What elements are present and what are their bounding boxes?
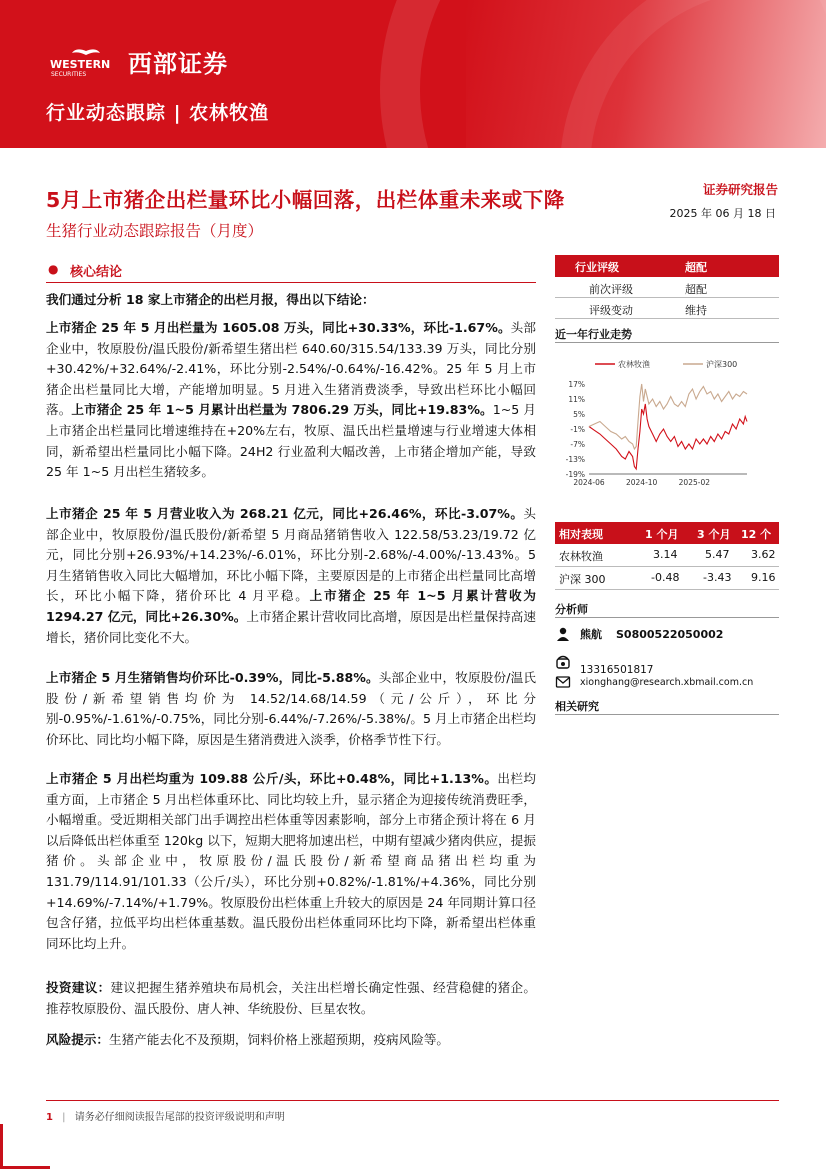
legend-label-agri: 农林牧渔 bbox=[618, 360, 650, 369]
x-tick-label: 2025-02 bbox=[678, 478, 711, 487]
series-line-agri bbox=[589, 404, 747, 469]
banner-title: 行业动态跟踪 | 农林牧渔 bbox=[46, 102, 270, 124]
p2-text-1: 头部企业中，牧原股份/温氏股份/新希望 5 月商品猪销售收入 122.58/53.23/19.72 亿元，同比分别+26.93%/+14.23%/-6.01%，环比分别-2.68%/-4.00%/-13.43%。5 月生猪销售收入同比大幅增加，环比小幅下降，主要原因是的上市猪企出栏量同比高增长，环比小幅下降，猪价环比 4 月平稳。 bbox=[46, 506, 536, 604]
section-heading bbox=[46, 258, 536, 283]
analyst-email[interactable]: xionghang@research.xbmail.com.cn bbox=[580, 676, 754, 688]
x-tick-label: 2024-10 bbox=[625, 478, 658, 487]
trend-divider bbox=[555, 342, 779, 343]
perf-cell-3m: 5.47 bbox=[705, 548, 730, 561]
analyst-heading: 分析师 bbox=[555, 603, 588, 616]
p2-bold-1: 上市猪企 25 年 5 月营业收入为 268.21 亿元，同比+26.46%，环比-3.07%。 bbox=[46, 506, 524, 521]
rating-row-value: 维持 bbox=[685, 304, 707, 317]
footer-disclaimer: 请务必仔细阅读报告尾部的投资评级说明和声明 bbox=[74, 1112, 285, 1123]
related-divider bbox=[555, 714, 779, 715]
perf-header-col1: 1 个月 bbox=[645, 528, 679, 541]
y-tick-label: -7% bbox=[570, 440, 585, 449]
p5-text: 建议把握生猪养殖块布局机会，关注出栏增长确定性强、经营稳健的猪企。推荐牧原股份、温氏股份、唐人神、华统股份、巨星农牧。 bbox=[46, 980, 537, 1016]
trend-title: 近一年行业走势 bbox=[555, 328, 632, 341]
perf-header-col3: 12 个月 bbox=[741, 528, 772, 557]
paragraph-weight bbox=[46, 769, 536, 954]
analyst-phone-row bbox=[555, 648, 654, 676]
rating-row-label: 评级变动 bbox=[589, 304, 633, 317]
western-securities-logo-icon bbox=[50, 47, 122, 77]
rating-row bbox=[555, 277, 779, 298]
perf-cell-12m: 9.16 bbox=[751, 571, 776, 584]
series-line-hs300 bbox=[589, 384, 747, 449]
p6-text: 生猪产能去化不及预期，饲料价格上涨超预期，疫病风险等。 bbox=[108, 1032, 449, 1047]
paragraph-investment bbox=[46, 978, 536, 1019]
perf-header-col0: 相对表现 bbox=[559, 528, 603, 541]
footer: 1 | 请务必仔细阅读报告尾部的投资评级说明和声明 bbox=[46, 1112, 285, 1123]
analyst-phone: 13316501817 bbox=[580, 664, 654, 676]
p3-text-1: 头部企业中，牧原股份/温氏股份/新希望销售均价为 14.52/14.68/14.59（元/公斤），环比分别-0.95%/-1.61%/-0.75%，同比分别-6.44%/-7.26%/-5.38%/。5 月上市猪企出栏均价环比、同比均小幅下降，原因是生猪消费进入淡季，价格季节性下行。 bbox=[46, 670, 536, 747]
y-tick-label: 17% bbox=[568, 380, 585, 389]
perf-row bbox=[555, 544, 779, 567]
perf-cell-1m: 3.14 bbox=[653, 548, 678, 561]
report-date: 2025 年 06 月 18 日 bbox=[669, 207, 776, 220]
analyst-name: 熊航 bbox=[580, 628, 602, 641]
analyst-cert: S0800522050002 bbox=[616, 627, 724, 641]
page-number: 1 bbox=[46, 1112, 53, 1123]
section-heading-text: 核心结论 bbox=[70, 265, 123, 280]
chart-legend bbox=[595, 359, 737, 369]
p1-bold-2: 上市猪企 25 年 1~5 月累计出栏量为 7806.29 万头，同比+19.83%。 bbox=[71, 402, 493, 418]
p2-bold-2: 上市猪企 25 年 1~5 月累计营收为 1294.27 亿元，同比+26.30%。 bbox=[46, 588, 536, 624]
header-banner bbox=[0, 0, 826, 148]
report-subtitle: 生猪行业动态跟踪报告（月度） bbox=[46, 222, 264, 240]
performance-table bbox=[555, 522, 779, 590]
core-conclusion-section bbox=[46, 258, 536, 283]
perf-row bbox=[555, 567, 779, 590]
intro-paragraph: 我们通过分析 18 家上市猪企的出栏月报，得出以下结论： bbox=[46, 292, 375, 307]
y-tick-label: 5% bbox=[573, 410, 585, 419]
rating-row-label: 前次评级 bbox=[589, 283, 633, 296]
analyst-email-row bbox=[555, 674, 753, 690]
p3-bold-1: 上市猪企 5 月生猪销售均价环比-0.39%，同比-5.88%。 bbox=[46, 670, 379, 685]
corner-mark bbox=[0, 1124, 3, 1169]
bullet-icon: ● bbox=[48, 262, 59, 276]
paragraph-output bbox=[46, 318, 536, 483]
perf-cell-name: 农林牧渔 bbox=[559, 550, 603, 563]
p4-text-1: 出栏均重方面，上市猪企 5 月出栏体重环比、同比均较上升，显示猪企为迎接传统消费旺季，小幅增重。受近期相关部门出手调控出栏体重等因素影响，部分上市猪企预计将在 6 月以后降低出栏体重至 120kg 以下，短期大肥将加速出栏，中期有望减少猪肉供应，提振猪价。头部企业中，牧原股份/温氏股份/新希望商品猪出栏均重为 131.79/114.91/101.33（公斤/头），环比分别+0.82%/-1.81%/+4.36%，同比分别+14.69%/-7.14%/+1.79%。牧原股份出栏体重上升较大的原因是 24 年同期计算口径包含仔猪，拉低平均出栏体重基数。温氏股份出栏体重同环比均下降，新希望出栏体重同环比均上升。 bbox=[46, 771, 537, 951]
y-tick-label: -19% bbox=[565, 470, 585, 479]
p1-text-1: 头部企业中，牧原股份/温氏股份/新希望生猪出栏 640.60/315.54/133.39 万头，同比分别+30.42%/+32.64%/-2.41%，环比分别-2.54%/-0.64%/-16.42%。25 年 5 月上市猪企出栏量同比大增，产能增加明显。5 月进入生猪消费淡季，导致出栏环比小幅回落。 bbox=[46, 320, 536, 418]
perf-header-col2: 3 个月 bbox=[697, 528, 731, 541]
rating-header-label: 行业评级 bbox=[575, 261, 619, 274]
p4-bold-1: 上市猪企 5 月出栏均重为 109.88 公斤/头，环比+0.48%，同比+1.13%。 bbox=[46, 771, 498, 786]
perf-cell-name: 沪深 300 bbox=[559, 573, 606, 586]
analyst-name-row bbox=[555, 626, 723, 642]
logo-en-text: WESTERN bbox=[50, 57, 111, 71]
perf-cell-1m: -0.48 bbox=[651, 571, 680, 584]
paragraph-revenue bbox=[46, 504, 536, 648]
perf-cell-12m: 3.62 bbox=[751, 548, 776, 561]
rating-row bbox=[555, 298, 779, 319]
legend-label-hs300: 沪深300 bbox=[706, 360, 738, 369]
logo-cn-text: 西部证券 bbox=[128, 50, 228, 78]
related-heading: 相关研究 bbox=[555, 700, 599, 713]
p2-text-2: 上市猪企累计营收同比高增，原因是出栏量保持高速增长，猪价同比变化不大。 bbox=[46, 608, 536, 645]
company-logo bbox=[50, 44, 228, 79]
rating-row-value: 超配 bbox=[685, 283, 707, 296]
y-tick-label: 11% bbox=[568, 395, 585, 404]
trend-chart bbox=[555, 350, 779, 496]
p1-text-2: 1~5 月上市猪企出栏量同比增速维持在+20%左右，牧原、温氏出栏量增速与行业增速大体相同，新希望出栏量同比小幅下降。24H2 行业盈利大幅改善，上市猪企增加产能，导致 25 年 1~5 月出栏生猪较多。 bbox=[46, 402, 537, 480]
email-icon bbox=[555, 674, 571, 690]
paragraph-risk bbox=[46, 1030, 536, 1051]
logo-en-sub-text: SECURITIES bbox=[51, 70, 87, 77]
rating-table bbox=[555, 255, 779, 319]
footer-rule bbox=[46, 1100, 779, 1101]
p6-bold: 风险提示： bbox=[46, 1032, 109, 1047]
y-tick-label: -1% bbox=[570, 425, 585, 434]
paragraph-price bbox=[46, 668, 536, 750]
y-tick-label: -13% bbox=[565, 455, 585, 464]
rating-header-value: 超配 bbox=[685, 261, 707, 274]
phone-icon bbox=[555, 654, 571, 670]
perf-cell-3m: -3.43 bbox=[703, 571, 732, 584]
x-tick-label: 2024-06 bbox=[573, 478, 605, 487]
p1-bold-1: 上市猪企 25 年 5 月出栏量为 1605.08 万头，同比+30.33%，环比-1.67%。 bbox=[46, 320, 511, 335]
report-title: 5月上市猪企出栏量环比小幅回落，出栏体重未来或下降 bbox=[46, 188, 565, 212]
analyst-divider bbox=[555, 617, 779, 618]
p5-bold: 投资建议： bbox=[46, 980, 111, 995]
person-icon bbox=[555, 626, 571, 642]
rating-table-header bbox=[555, 255, 779, 277]
report-type: 证券研究报告 bbox=[702, 182, 778, 197]
